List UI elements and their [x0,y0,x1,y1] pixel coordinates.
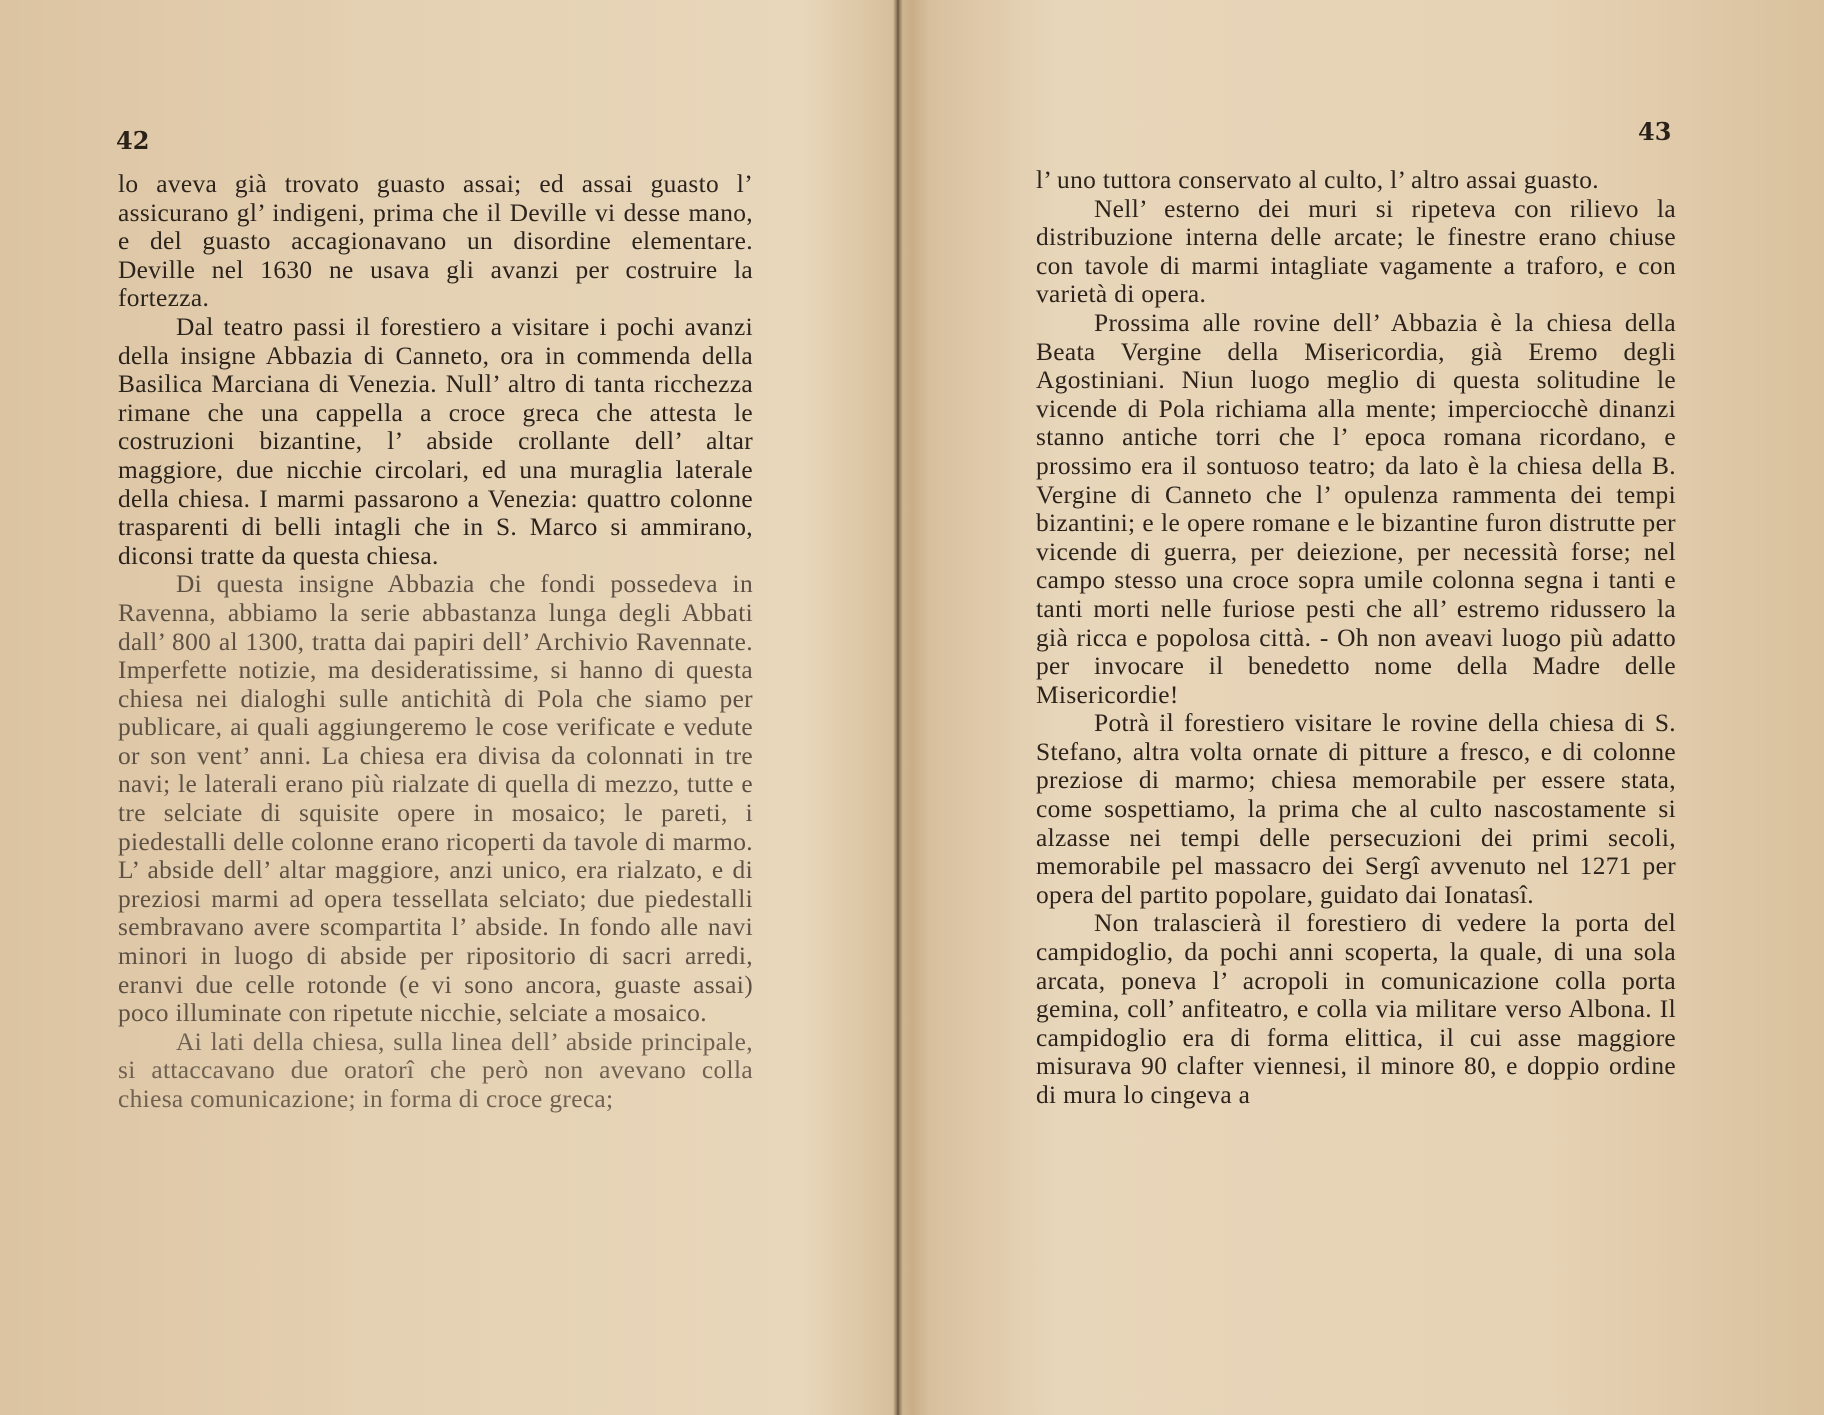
left-paragraph-3: Di questa insigne Abbazia che fondi possedeva in Ravenna, abbiamo la serie abbastanza lunga degli Abbati dall’ 800 al 1300, tratta dai papiri dell’ Archivio Ravennate. Imperfette notizie, ma desideratissime, si hanno di questa chiesa nei dialoghi sulle antichità di Pola che siamo per publicare, ai quali aggiungeremo le cose verificate e vedute or son vent’ anni. La chiesa era divisa da colonnati in tre navi; le laterali erano più rialzate di quella di mezzo, tutte e tre selciate di squisite opere in mosaico; le pareti, i piedestalli delle colonne erano ricoperti da tavole di marmo. L’ abside dell’ altar maggiore, anzi unico, era rialzato, e di preziosi marmi ad opera tessellata selciato; due piedestalli sembravano avere scompartita l’ abside. In fondo alle navi minori in luogo di abside per ripositorio di sacri arredi, eranvi due celle rotonde (e vi sono ancora, guaste assai) poco illuminate con ripetute nicchie, selciate a mosaico. [118,570,753,1028]
left-paragraph-4: Ai lati della chiesa, sulla linea dell’ abside principale, si attaccavano due oratorî che però non avevano colla chiesa comunicazione; in forma di croce greca; [118,1027,753,1113]
page-number-right: 43 [1638,117,1672,146]
right-paragraph-1: l’ uno tuttora conservato al culto, l’ altro assai guasto. [1036,166,1599,194]
page-number-left: 42 [116,126,150,155]
right-paragraph-4: Potrà il forestiero visitare le rovine della chiesa di S. Stefano, altra volta ornate di pitture a fresco, e di colonne preziose di marmo; chiesa memorabile per essere stata, come sospettiamo, la prima che al culto nascostamente si alzasse nei tempi delle persecuzioni dei primi secoli, memorabile pel massacro dei Sergî avvenuto nel 1271 per opera del partito popolare, guidato dai Ionatasî. [1036,709,1676,909]
left-paragraph-2: Dal teatro passi il forestiero a visitare i pochi avanzi della insigne Abbazia di Canneto, ora in commenda della Basilica Marciana di Venezia. Null’ altro di tanta ricchezza rimane che una cappella a croce greca che attesta le costruzioni bizantine, l’ abside crollante dell’ altar maggiore, due nicchie circolari, ed una muraglia laterale della chiesa. I marmi passarono a Venezia: quattro colonne trasparenti di belli intagli che in S. Marco si ammirano, diconsi tratte da questa chiesa. [118,312,753,570]
right-paragraph-5: Non tralascierà il forestiero di vedere la porta del campidoglio, da pochi anni scoperta, la quale, di una sola arcata, poneva l’ acropoli in comunicazione colla porta gemina, coll’ anfiteatro, e colla via militare verso Albona. Il campidoglio era di forma elittica, il cui asse maggiore misurava 90 clafter viennesi, il minore 80, e doppio ordine di mura lo cingeva a [1036,909,1676,1109]
right-page-text [1036,166,1676,1110]
right-paragraph-3: Prossima alle rovine dell’ Abbazia è la chiesa della Beata Vergine della Misericordia, già Eremo degli Agostiniani. Niun luogo meglio di questa solitudine le vicende di Pola richiama alla mente; imperciocchè dinanzi stanno antiche torri che l’ epoca romana ricordano, e prossimo era il sontuoso teatro; da lato è la chiesa della B. Vergine di Canneto che l’ opulenza rammenta dei tempi bizantini; e le opere romane e le bizantine furon distrutte per vicende di guerra, per deiezione, per necessità forse; nel campo stesso una croce sopra umile colonna segna i tanti e tanti morti nelle furiose pesti che all’ estremo ridussero la già ricca e popolosa città. - Oh non aveavi luogo più adatto per invocare il benedetto nome della Madre delle Misericordie! [1036,308,1676,709]
left-page-text [118,170,753,1114]
book-gutter [893,0,903,1415]
right-paragraph-2: Nell’ esterno dei muri si ripeteva con rilievo la distribuzione interna delle arcate; le finestre erano chiuse con tavole di marmi intagliate vagamente a traforo, e con varietà di opera. [1036,194,1676,309]
left-paragraph-1: lo aveva già trovato guasto assai; ed assai guasto l’ assicurano gl’ indigeni, prima che il Deville vi desse mano, e del guasto accagionavano un disordine elementare. Deville nel 1630 ne usava gli avanzi per costruire la fortezza. [118,170,753,313]
right-page [903,0,1824,1415]
left-page [0,0,893,1415]
